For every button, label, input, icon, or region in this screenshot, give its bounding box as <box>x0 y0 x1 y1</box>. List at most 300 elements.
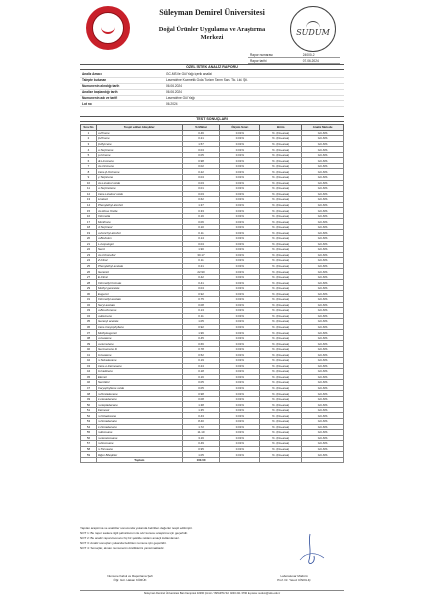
table-cell: %. (FA+area) <box>260 147 302 153</box>
table-cell: 4 <box>81 147 97 153</box>
table-cell: 58 <box>81 446 97 452</box>
table-cell: 0.01% <box>220 330 260 336</box>
table-cell: GC-MS <box>302 180 344 186</box>
table-cell: 0.01% <box>220 435 260 441</box>
report-title: ÖZEL İSTEK ANALİZ RAPORU <box>80 64 344 70</box>
table-cell: 1.38 <box>182 402 220 408</box>
info-value: 06.2024 <box>164 101 344 107</box>
table-cell: 32 <box>81 302 97 308</box>
table-cell: α-Bisbolen <box>96 235 182 241</box>
table-cell: GC-MS <box>302 224 344 230</box>
table-cell: Menthone <box>96 219 182 225</box>
table-cell: %. (FA+area) <box>260 241 302 247</box>
table-cell: 0.04 <box>182 174 220 180</box>
table-cell: 0.01% <box>220 374 260 380</box>
table-cell: 0.06 <box>182 219 220 225</box>
table-cell: 25 <box>81 263 97 269</box>
table-cell: %. (FA+area) <box>260 446 302 452</box>
table-cell: %. (FA+area) <box>260 430 302 436</box>
table-cell: Eugenol <box>96 291 182 297</box>
table-cell: Geranyl acetate <box>96 319 182 325</box>
table-cell: %. (FA+area) <box>260 407 302 413</box>
table-cell: 0.01% <box>220 152 260 158</box>
table-cell: 1.96 <box>182 330 220 336</box>
table-cell: 0.01% <box>220 419 260 425</box>
table-cell: 6 <box>81 158 97 164</box>
table-cell: 0.04 <box>182 285 220 291</box>
table-cell: 15 <box>81 208 97 214</box>
table-cell: n-Heneicosane <box>96 435 182 441</box>
table-cell: %. (FA+area) <box>260 224 302 230</box>
table-cell: 0.03 <box>182 180 220 186</box>
table-cell: GC-MS <box>302 396 344 402</box>
table-cell: 0.01% <box>220 302 260 308</box>
table-cell: %. (FA+area) <box>260 335 302 341</box>
table-cell: 1.72 <box>182 424 220 430</box>
signature-right: Laboratuvar Müdürü Prof. Dr. Yavuz CİNKILIÇ <box>277 574 311 582</box>
table-cell <box>302 457 344 463</box>
table-cell: 0.14 <box>182 235 220 241</box>
table-cell: GC-MS <box>302 191 344 197</box>
table-cell: GC-MS <box>302 291 344 297</box>
table-cell: trans-α-Farnesene <box>96 363 182 369</box>
sun-icon <box>306 21 320 28</box>
table-cell: GC-MS <box>302 247 344 253</box>
table-cell: 59 <box>81 452 97 458</box>
table-cell: 0.24 <box>182 363 220 369</box>
table-cell: 0.10 <box>182 224 220 230</box>
table-cell: 0.04 <box>182 241 220 247</box>
table-cell: 0.78 <box>182 346 220 352</box>
table-cell: %. (FA+area) <box>260 197 302 203</box>
report-reference-table <box>248 52 340 64</box>
table-cell: 0.01% <box>220 180 260 186</box>
table-cell: %. (FA+area) <box>260 291 302 297</box>
table-cell: 0.08 <box>182 302 220 308</box>
table-cell: GC-MS <box>302 424 344 430</box>
table-cell: 9 <box>81 174 97 180</box>
table-cell: 57 <box>81 441 97 447</box>
table-cell: 0.05 <box>182 152 220 158</box>
center-name: Doğal Ürünler Uygulama ve Araştırma Merkezi <box>158 26 266 41</box>
table-cell: %. (FA+area) <box>260 191 302 197</box>
table-cell: 31 <box>81 297 97 303</box>
table-cell: 5 <box>81 152 97 158</box>
column-header: Birim <box>260 125 302 131</box>
table-cell: GC-MS <box>302 446 344 452</box>
table-cell: %. (FA+area) <box>260 163 302 169</box>
table-cell: 1.35 <box>182 407 220 413</box>
table-cell: cis-Citronellol <box>96 252 182 258</box>
table-cell: 0.01% <box>220 308 260 314</box>
table-cell: GC-MS <box>302 186 344 192</box>
table-cell: %. (FA+area) <box>260 213 302 219</box>
table-cell: 0.01% <box>220 402 260 408</box>
table-cell: GC-MS <box>302 130 344 136</box>
table-cell: 54 <box>81 424 97 430</box>
table-cell: %. (FA+area) <box>260 313 302 319</box>
table-cell: 0.03 <box>182 191 220 197</box>
table-cell: GC-MS <box>302 413 344 419</box>
table-cell: GC-MS <box>302 280 344 286</box>
column-header: Analiz Metodu <box>302 125 344 131</box>
signature-mark-icon <box>290 530 330 570</box>
table-cell: 38 <box>81 335 97 341</box>
table-cell: 0.01% <box>220 380 260 386</box>
info-label: Numunenin adı ve tarifi <box>80 95 164 101</box>
table-cell: 0.01% <box>220 258 260 264</box>
table-cell: 0.16 <box>182 374 220 380</box>
table-cell: %. (FA+area) <box>260 130 302 136</box>
table-cell: 0.01% <box>220 424 260 430</box>
table-cell: 22.90 <box>182 269 220 275</box>
table-cell: 42 <box>81 358 97 364</box>
table-cell: GC-MS <box>302 419 344 425</box>
table-cell: 0.01% <box>220 269 260 275</box>
table-cell: 37 <box>81 330 97 336</box>
table-cell: n-Pentadecane <box>96 391 182 397</box>
table-cell: n-Heptadecane <box>96 402 182 408</box>
table-cell: 2 <box>81 136 97 142</box>
note-line: NOT 2: Bu analiz raporu/sonucu hiç bir şekilde reklam amaçlı kullanılamaz. <box>80 536 180 540</box>
table-cell: 0.05 <box>182 385 220 391</box>
table-cell: 0.41 <box>182 280 220 286</box>
info-row <box>80 101 344 107</box>
table-cell: 0.04 <box>182 147 220 153</box>
info-value: GC-MS ile Gül Yağı içerik analizi <box>164 72 344 77</box>
table-cell: %. (FA+area) <box>260 285 302 291</box>
table-cell: 0.01% <box>220 396 260 402</box>
table-cell: β-Pinene <box>96 136 182 142</box>
table-cell: α-Guaiene <box>96 335 182 341</box>
table-cell: 0.01% <box>220 136 260 142</box>
table-cell: GC-MS <box>302 335 344 341</box>
table-cell: 0.01% <box>220 441 260 447</box>
table-cell: 36 <box>81 324 97 330</box>
table-cell: 1 <box>81 130 97 136</box>
table-cell: 0.08 <box>182 396 220 402</box>
table-cell: 0.11 <box>182 230 220 236</box>
table-cell: 0.01% <box>220 219 260 225</box>
table-cell: 11.10 <box>182 430 220 436</box>
table-cell: 0.98 <box>182 158 220 164</box>
table-cell: %. (FA+area) <box>260 352 302 358</box>
table-cell: trans-β-Ocimene <box>96 169 182 175</box>
note-line: NOT 1: Bu rapor sadece ilgili şahıs/kurum ile söz konusu araştırma için geçerlidir. <box>80 531 188 535</box>
table-cell: n-Eicosane <box>96 430 182 436</box>
table-cell: 1.37 <box>182 202 220 208</box>
table-cell: n-Tricosane <box>96 446 182 452</box>
table-cell: 30 <box>81 291 97 297</box>
table-cell: GC-MS <box>302 263 344 269</box>
table-cell: 48 <box>81 391 97 397</box>
table-cell: GC-MS <box>302 385 344 391</box>
table-cell: trans-Caryophyllene <box>96 324 182 330</box>
info-label: Talepte bulunan <box>80 77 164 83</box>
table-cell: 4-Terpineol <box>96 224 182 230</box>
table-cell: %. (FA+area) <box>260 413 302 419</box>
ref-row <box>248 58 340 64</box>
ref-label: Rapor numarası <box>248 52 301 58</box>
table-cell: 0.01% <box>220 369 260 375</box>
table-cell: 40 <box>81 346 97 352</box>
note-line: Yapılan araştırma ve analizler sonucunda yukarıda belirtilen değerler tespit edilmiştir. <box>80 526 193 530</box>
table-cell: 0.01% <box>220 319 260 325</box>
table-cell: GC-MS <box>302 324 344 330</box>
table-cell: %. (FA+area) <box>260 186 302 192</box>
table-cell: 0.49 <box>182 441 220 447</box>
table-cell: %. (FA+area) <box>260 424 302 430</box>
table-cell: 3.16 <box>182 435 220 441</box>
table-cell: Z-Citral <box>96 258 182 264</box>
table-cell: 45 <box>81 374 97 380</box>
table-cell: 7 <box>81 163 97 169</box>
table-cell: GC-MS <box>302 269 344 275</box>
table-cell: 0.62 <box>182 197 220 203</box>
table-cell: %. (FA+area) <box>260 269 302 275</box>
table-cell: 51 <box>81 407 97 413</box>
table-cell: 44 <box>81 369 97 375</box>
table-cell: 3 <box>81 141 97 147</box>
table-cell: GC-MS <box>302 308 344 314</box>
table-cell: n-Octadecane <box>96 413 182 419</box>
table-cell: 39 <box>81 341 97 347</box>
table-cell: %. (FA+area) <box>260 235 302 241</box>
table-cell: 0.01% <box>220 130 260 136</box>
results-title: TEST SONUÇLARI <box>80 116 344 122</box>
table-cell: %. (FA+area) <box>260 158 302 164</box>
info-value: 06.06.2024 <box>164 89 344 95</box>
table-cell: 56 <box>81 435 97 441</box>
table-cell: GC-MS <box>302 258 344 264</box>
table-cell: %. (FA+area) <box>260 441 302 447</box>
table-cell: GC-MS <box>302 152 344 158</box>
table-cell: GC-MS <box>302 147 344 153</box>
table-cell: 0.01 <box>182 186 220 192</box>
table-cell: E-Citral <box>96 274 182 280</box>
table-cell: L-Isopulegol <box>96 241 182 247</box>
table-cell: 0.21 <box>182 136 220 142</box>
total-value: 100.00 <box>182 457 220 463</box>
table-cell: 0.01% <box>220 202 260 208</box>
table-cell: Citronella <box>96 213 182 219</box>
table-cell: 29 <box>81 285 97 291</box>
table-cell: %. (FA+area) <box>260 369 302 375</box>
table-cell: 0.01% <box>220 407 260 413</box>
table-cell: 35 <box>81 319 97 325</box>
table-cell: %. (FA+area) <box>260 136 302 142</box>
table-cell: 0.01% <box>220 291 260 297</box>
table-cell: 0.01% <box>220 274 260 280</box>
table-cell: GC-MS <box>302 352 344 358</box>
table-cell: %. (FA+area) <box>260 396 302 402</box>
table-cell: %. (FA+area) <box>260 141 302 147</box>
table-cell: 0.01% <box>220 235 260 241</box>
table-cell: 0.66 <box>182 341 220 347</box>
table-cell: 47 <box>81 385 97 391</box>
table-cell: 0.43 <box>182 413 220 419</box>
table-cell: 21 <box>81 241 97 247</box>
table-cell: 0.33 <box>182 208 220 214</box>
table-cell: GC-MS <box>302 391 344 397</box>
table-cell: 1.90 <box>182 247 220 253</box>
signature-left: Numune Kabul ve Raporlama Şefi Öğr. Gör. Hakan KÜRÜK <box>107 574 153 582</box>
table-cell: GC-MS <box>302 430 344 436</box>
table-cell: GC-MS <box>302 197 344 203</box>
table-cell: β-Myrcene <box>96 141 182 147</box>
sudum-logo: SUDUM <box>290 6 336 52</box>
table-cell: 0.92 <box>182 324 220 330</box>
table-cell: 26 <box>81 269 97 275</box>
table-cell: 0.02 <box>182 163 220 169</box>
table-cell: GC-MS <box>302 435 344 441</box>
table-cell <box>220 457 260 463</box>
table-cell: %. (FA+area) <box>260 180 302 186</box>
table-cell: 16 <box>81 213 97 219</box>
table-cell: 30.17 <box>182 252 220 258</box>
table-cell: 0.01% <box>220 391 260 397</box>
info-label: Analiz Amacı <box>80 72 164 77</box>
table-cell: 52 <box>81 413 97 419</box>
table-cell: 0.75 <box>182 297 220 303</box>
table-cell: %. (FA+area) <box>260 202 302 208</box>
note-line: NOT 4: Sonuçlar, alınan numunenin özelliklerini yansıtmaktadır. <box>80 546 165 550</box>
table-cell: %. (FA+area) <box>260 152 302 158</box>
table-cell: 24 <box>81 258 97 264</box>
info-label: Lot no <box>80 101 164 107</box>
table-cell: Nerol <box>96 247 182 253</box>
table-cell: 0.01% <box>220 446 260 452</box>
table-cell: 0.52 <box>182 352 220 358</box>
table-cell: Neryl acetate <box>96 302 182 308</box>
table-cell: %. (FA+area) <box>260 174 302 180</box>
table-cell: α-Bourbonene <box>96 308 182 314</box>
table-cell: GC-MS <box>302 313 344 319</box>
table-cell: dl-Limonene <box>96 158 182 164</box>
table-cell: GC-MS <box>302 163 344 169</box>
table-cell: 0.01% <box>220 191 260 197</box>
results-table <box>80 124 344 463</box>
table-cell: 0.01% <box>220 197 260 203</box>
table-cell: 0.11 <box>182 258 220 264</box>
table-cell: 1.57 <box>182 141 220 147</box>
table-cell: GC-MS <box>302 374 344 380</box>
table-cell: 8 <box>81 169 97 175</box>
report-info-table <box>80 72 344 107</box>
table-cell: GC-MS <box>302 158 344 164</box>
table-cell: GC-MS <box>302 235 344 241</box>
column-header: Tespit edilen bileşikler <box>96 125 182 131</box>
info-label: Numunenin alındığı tarih <box>80 83 164 89</box>
table-cell: GC-MS <box>302 369 344 375</box>
table-cell: 0.19 <box>182 358 220 364</box>
table-cell: 0.13 <box>182 308 220 314</box>
table-cell: GC-MS <box>302 274 344 280</box>
table-cell <box>81 457 97 463</box>
table-cell: 0.01% <box>220 385 260 391</box>
table-cell: %. (FA+area) <box>260 208 302 214</box>
table-cell: GC-MS <box>302 358 344 364</box>
table-cell: δ-Cadinene <box>96 369 182 375</box>
table-cell: α-Humulene <box>96 341 182 347</box>
table-cell: 0.01% <box>220 352 260 358</box>
table-cell: 0.01% <box>220 213 260 219</box>
table-cell: GC-MS <box>302 174 344 180</box>
table-cell: 0.01% <box>220 208 260 214</box>
table-cell: Linalool <box>96 197 182 203</box>
table-cell: 0.01% <box>220 430 260 436</box>
table-cell: GC-MS <box>302 285 344 291</box>
table-cell: GC-MS <box>302 402 344 408</box>
table-cell: 12 <box>81 191 97 197</box>
table-cell: 0.01% <box>220 186 260 192</box>
table-cell: 27 <box>81 274 97 280</box>
info-value: Lavendrine Gül Yağı <box>164 95 344 101</box>
table-cell: 0.01% <box>220 341 260 347</box>
table-cell: %. (FA+area) <box>260 302 302 308</box>
table-cell: GC-MS <box>302 341 344 347</box>
table-cell: GC-MS <box>302 202 344 208</box>
table-cell: GC-MS <box>302 169 344 175</box>
table-cell: GC-MS <box>302 380 344 386</box>
table-cell: α-Pinene <box>96 130 182 136</box>
ref-value: 24000-2 <box>301 52 340 58</box>
table-cell: 0.01% <box>220 252 260 258</box>
table-cell: cis-Ocimene <box>96 163 182 169</box>
table-cell: Germacrene D <box>96 346 182 352</box>
column-header: % Miktar <box>182 125 220 131</box>
table-cell: 1-Nonadecene <box>96 424 182 430</box>
table-cell: %. (FA+area) <box>260 363 302 369</box>
table-cell: Methyl geraniate <box>96 285 182 291</box>
table-cell: n-Docosane <box>96 441 182 447</box>
table-cell: GC-MS <box>302 407 344 413</box>
table-cell: 0.46 <box>182 130 220 136</box>
table-cell: %. (FA+area) <box>260 274 302 280</box>
table-cell: GC-MS <box>302 346 344 352</box>
table-cell: GC-MS <box>302 319 344 325</box>
table-cell: 41 <box>81 352 97 358</box>
table-cell: 49 <box>81 396 97 402</box>
table-cell: 0.45 <box>182 335 220 341</box>
table-cell: 0.18 <box>182 369 220 375</box>
table-cell: 0.01% <box>220 247 260 253</box>
table-cell: %. (FA+area) <box>260 452 302 458</box>
column-header: Sıra No <box>81 125 97 131</box>
table-cell: 14 <box>81 202 97 208</box>
table-cell: 53 <box>81 419 97 425</box>
table-cell: Caryophyllene oxide <box>96 385 182 391</box>
table-cell: 18 <box>81 224 97 230</box>
table-cell: 0.98 <box>182 391 220 397</box>
table-cell: 13 <box>81 197 97 203</box>
table-cell: α-Terpinene <box>96 147 182 153</box>
table-cell: %. (FA+area) <box>260 263 302 269</box>
table-cell: 0.01% <box>220 297 260 303</box>
table-cell <box>260 457 302 463</box>
table-cell: 0.01% <box>220 358 260 364</box>
table-cell: GC-MS <box>302 208 344 214</box>
table-cell: 23 <box>81 252 97 258</box>
table-cell: 0.11 <box>182 313 220 319</box>
table-cell: %. (FA+area) <box>260 247 302 253</box>
table-cell: %. (FA+area) <box>260 402 302 408</box>
table-cell: 17 <box>81 219 97 225</box>
table-cell: n-Tetradecane <box>96 358 182 364</box>
table-cell: %. (FA+area) <box>260 341 302 347</box>
table-cell: 0.92 <box>182 291 220 297</box>
table-cell: GC-MS <box>302 213 344 219</box>
